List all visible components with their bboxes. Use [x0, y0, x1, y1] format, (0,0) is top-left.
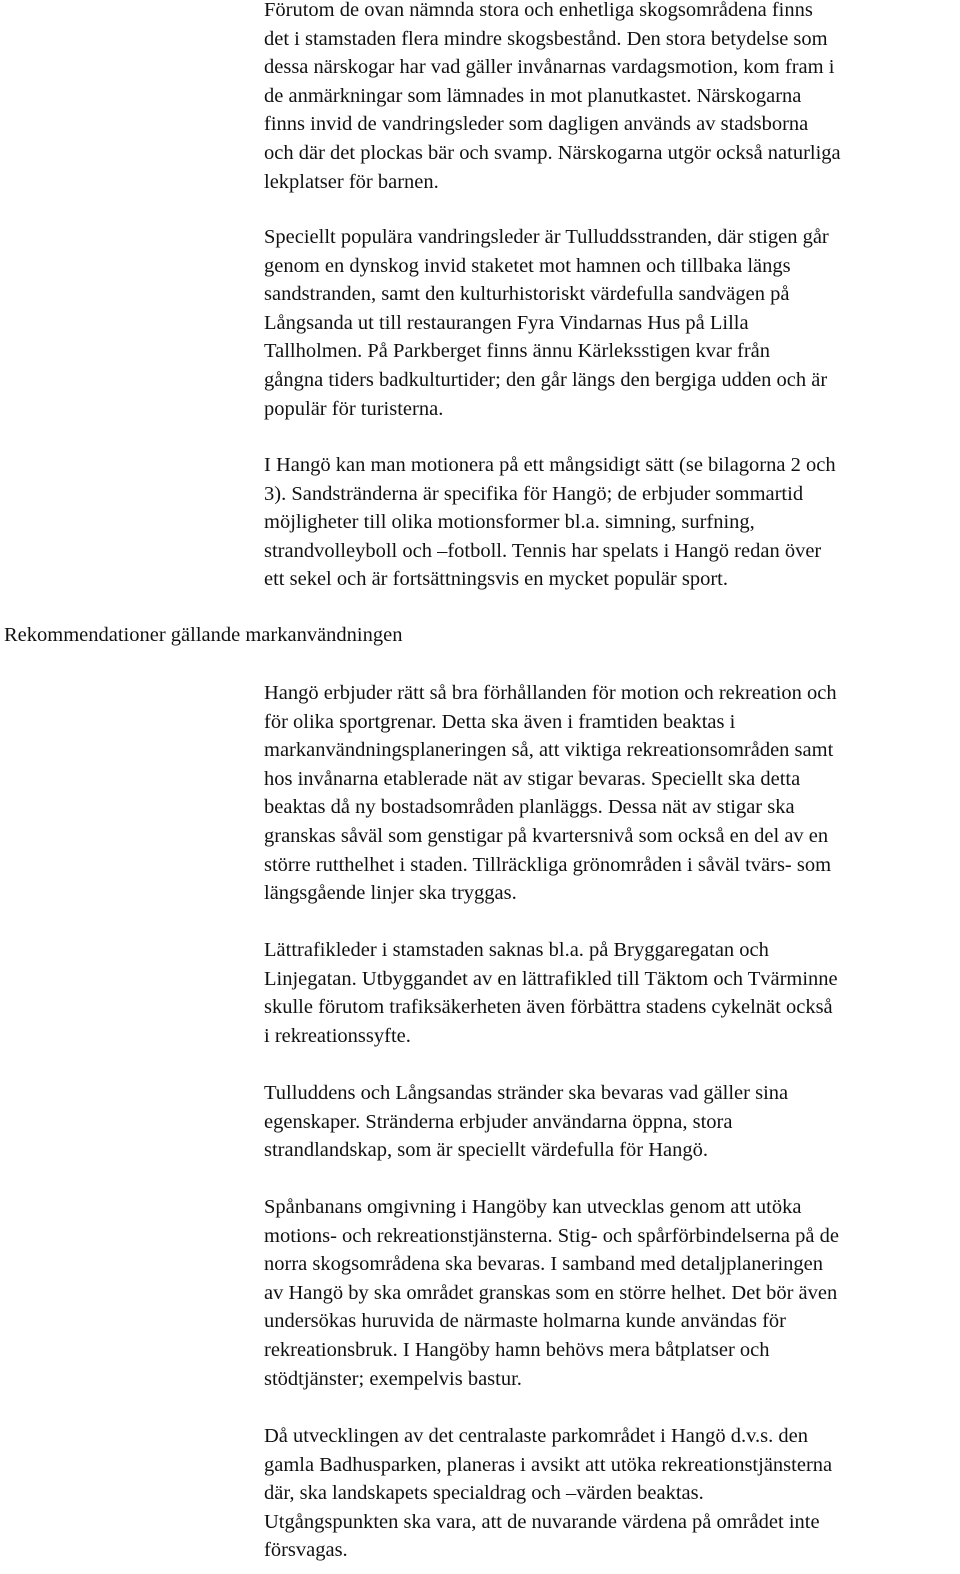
- paragraph-beaches: [264, 1079, 956, 1165]
- text-line: skulle förutom trafiksäkerheten även förbättra stadens cykelnät också: [264, 996, 833, 1019]
- text-line: Linjegatan. Utbyggandet av en lättrafikled till Täktom och Tvärminne: [264, 967, 838, 990]
- text-line: för olika sportgrenar. Detta ska även i framtiden beaktas i: [264, 710, 736, 733]
- text-line: Förutom de ovan nämnda stora och enhetliga skogsområdena finns: [264, 0, 813, 21]
- text-line: gamla Badhusparken, planeras i avsikt att utöka rekreationstjänsterna: [264, 1453, 833, 1476]
- text-line: sandstranden, samt den kulturhistoriskt värdefulla sandvägen på: [264, 283, 790, 306]
- text-line: de anmärkningar som lämnades in mot planutkastet. Närskogarna: [264, 84, 802, 107]
- text-line: Långsanda ut till restaurangen Fyra Vindarnas Hus på Lilla: [264, 311, 749, 334]
- text-line: beaktas då ny bostadsområden planläggs. Dessa nät av stigar ska: [264, 796, 795, 819]
- text-line: undersökas huruvida de närmaste holmarna kunde användas för: [264, 1310, 787, 1333]
- text-line: möjligheter till olika motionsformer bl.a. simning, surfning,: [264, 511, 755, 534]
- paragraph-bathhouse-park: [264, 1422, 956, 1565]
- text-line: försvagas.: [264, 1539, 348, 1562]
- text-line: Lättrafikleder i stamstaden saknas bl.a. på Bryggaregatan och: [264, 939, 769, 961]
- text-line: lekplatser för barnen.: [264, 170, 439, 193]
- text-line: Spånbanans omgivning i Hangöby kan utvecklas genom att utöka: [264, 1196, 802, 1218]
- text-line: Utgångspunkten ska vara, att de nuvarande värdena på området inte: [264, 1510, 820, 1533]
- text-line: motions- och rekreationstjänsterna. Stig- och spårförbindelserna på de: [264, 1224, 839, 1247]
- text-line: strandvolleyboll och –fotboll. Tennis har spelats i Hangö redan över: [264, 539, 822, 562]
- text-line: finns invid de vandringsleder som dagligen används av stadsborna: [264, 113, 809, 136]
- text-line: norra skogsområdena ska bevaras. I samband med detaljplaneringen: [264, 1253, 823, 1276]
- paragraph-nearby-forests: [264, 0, 956, 196]
- text-line: och där det plockas bär och svamp. Närskogarna utgör också naturliga: [264, 141, 841, 164]
- text-line: där, ska landskapets specialdrag och –värden beaktas.: [264, 1482, 704, 1505]
- text-line: I Hangö kan man motionera på ett mångsidigt sätt (se bilagorna 2 och: [264, 454, 836, 476]
- text-line: gångna tiders badkulturtider; den går längs den bergiga udden och är: [264, 368, 828, 391]
- text-line: genom en dynskog invid staketet mot hamnen och tillbaka längs: [264, 254, 791, 277]
- text-line: stödtjänster; exempelvis bastur.: [264, 1367, 522, 1390]
- paragraph-light-traffic: [264, 936, 956, 1050]
- paragraph-exercise: [264, 451, 956, 594]
- text-line: markanvändningsplaneringen så, att viktiga rekreationsområden samt: [264, 739, 834, 762]
- text-line: större rutthelhet i staden. Tillräckliga grönområden i såväl tvärs- som: [264, 853, 832, 876]
- text-line: ett sekel och är fortsättningsvis en mycket populär sport.: [264, 568, 728, 591]
- text-line: strandlandskap, som är speciellt värdefulla för Hangö.: [264, 1139, 709, 1162]
- text-line: längsgående linjer ska tryggas.: [264, 882, 517, 905]
- text-line: granskas såväl som genstigar på kvartersnivå som också en del av en: [264, 824, 829, 847]
- text-line: 3). Sandstränderna är specifika för Hangö; de erbjuder sommartid: [264, 482, 804, 505]
- text-line: populär för turisterna.: [264, 397, 444, 420]
- paragraph-popular-trails: [264, 223, 956, 423]
- section-heading: Rekommendationer gällande markanvändningen: [4, 624, 403, 646]
- text-line: Speciellt populära vandringsleder är Tulluddsstranden, där stigen går: [264, 226, 829, 248]
- text-line: av Hangö by ska området granskas som en större helhet. Det bör även: [264, 1281, 838, 1304]
- text-line: i rekreationssyfte.: [264, 1024, 411, 1047]
- text-line: dessa närskogar har vad gäller invånarnas vardagsmotion, kom fram i: [264, 56, 835, 79]
- text-line: Då utvecklingen av det centralaste parkområdet i Hangö d.v.s. den: [264, 1425, 809, 1447]
- text-line: egenskaper. Stränderna erbjuder användarna öppna, stora: [264, 1110, 733, 1133]
- text-line: rekreationsbruk. I Hangöby hamn behövs mera båtplatser och: [264, 1338, 770, 1361]
- text-line: Tulluddens och Långsandas stränder ska bevaras vad gäller sina: [264, 1082, 789, 1104]
- text-line: Tallholmen. På Parkberget finns ännu Kärleksstigen kvar från: [264, 340, 770, 363]
- paragraph-path-networks: [264, 679, 956, 908]
- text-line: det i stamstaden flera mindre skogsbestånd. Den stora betydelse som: [264, 27, 828, 50]
- paragraph-ski-track: [264, 1193, 956, 1393]
- text-line: hos invånarna etablerade nät av stigar bevaras. Speciellt ska detta: [264, 767, 801, 790]
- text-line: Hangö erbjuder rätt så bra förhållanden för motion och rekreation och: [264, 682, 837, 704]
